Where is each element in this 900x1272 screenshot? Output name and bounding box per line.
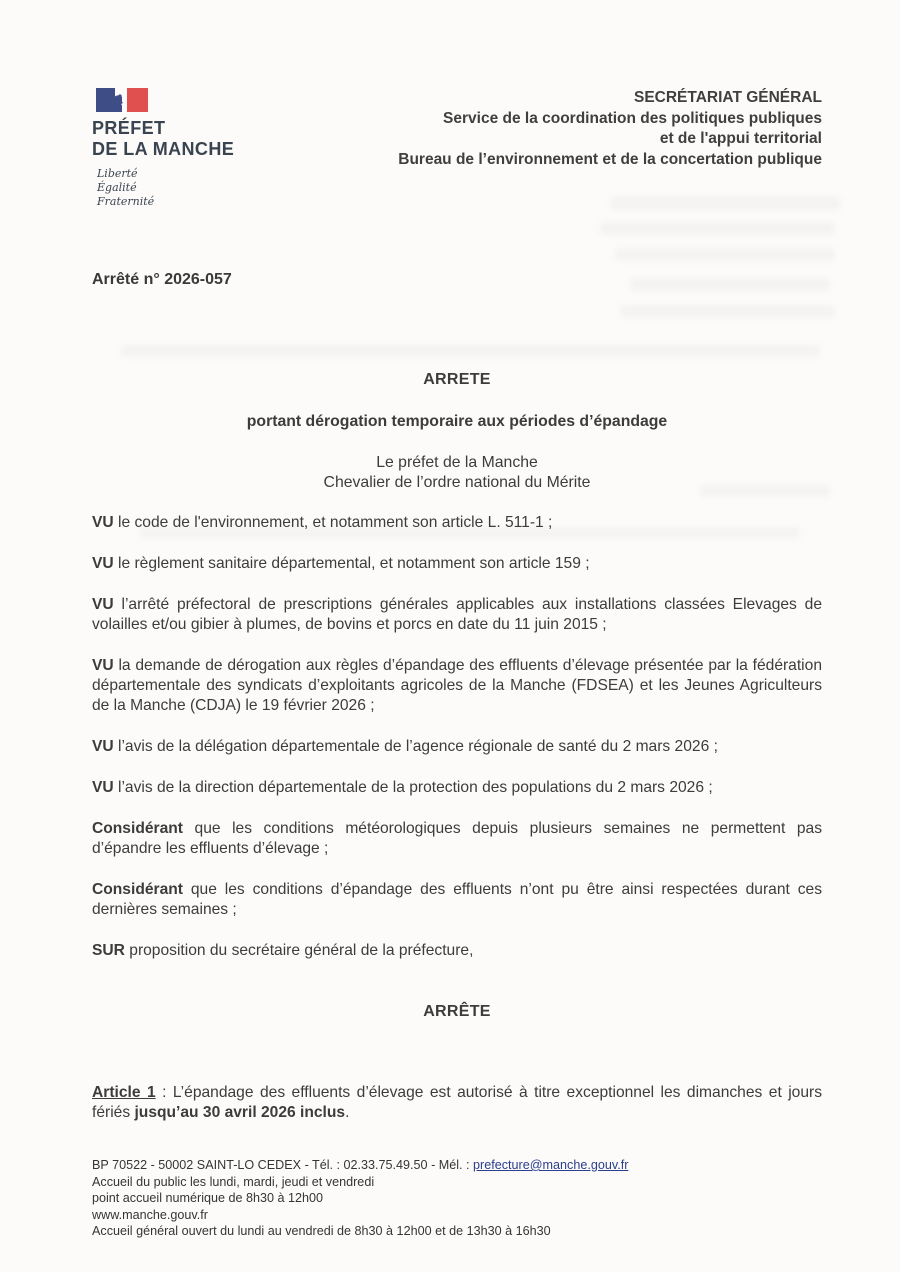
recital-lead: VU xyxy=(92,657,114,674)
issuing-service xyxy=(377,84,822,170)
recital-vu-2 xyxy=(92,554,822,574)
recital-lead: Considérant xyxy=(92,820,183,837)
article-1-text: L’épandage des effluents d’élevage est autorisé à titre exceptionnel les dimanches et jours fériés xyxy=(92,1084,823,1121)
prefecture-logo xyxy=(92,84,377,209)
french-flag-marianne-icon xyxy=(96,88,150,114)
recital-lead: Considérant xyxy=(92,881,183,898)
recital-lead: VU xyxy=(92,514,114,531)
service-line-4: Bureau de l’environnement et de la concertation publique xyxy=(398,150,822,168)
recital-text: la demande de dérogation aux règles d’épandage des effluents d’élevage présentée par la fédération départementale des syndicats d’exploitants agricoles de la Manche (FDSEA) et les Jeunes Agriculteurs de la Manche (CDJA) le 19 février 2026 ; xyxy=(92,657,822,714)
recital-vu-3 xyxy=(92,595,822,635)
article-1-separator: : xyxy=(155,1084,173,1101)
recital-vu-6 xyxy=(92,778,822,798)
footer-line-5: Accueil général ouvert du lundi au vendredi de 8h30 à 12h00 et de 13h30 à 16h30 xyxy=(92,1224,551,1239)
service-line-2: Service de la coordination des politiques publiques xyxy=(443,109,822,127)
footer-email-link[interactable]: prefecture@manche.gouv.fr xyxy=(473,1158,629,1172)
motto-fraternite: Fraternité xyxy=(97,195,155,208)
recitals xyxy=(92,513,822,961)
decree-title: ARRETE xyxy=(423,371,491,388)
footer-website: www.manche.gouv.fr xyxy=(92,1207,208,1222)
recital-considerant-2 xyxy=(92,880,822,920)
recital-text: que les conditions d’épandage des effluents n’ont pu être ainsi respectées durant ces dernières semaines ; xyxy=(92,881,822,918)
recital-lead: SUR xyxy=(92,942,125,959)
recital-vu-1 xyxy=(92,513,822,533)
logo-title-line1: PRÉFET xyxy=(92,118,166,138)
article-1-period: . xyxy=(345,1104,350,1121)
issuing-authority xyxy=(92,453,822,493)
recital-lead: VU xyxy=(92,738,114,755)
recital-text: l’avis de la délégation départementale de l’agence régionale de santé du 2 mars 2026 ; xyxy=(113,738,718,755)
footer-line-3: point accueil numérique de 8h30 à 12h00 xyxy=(92,1191,324,1206)
article-1 xyxy=(92,1083,822,1123)
service-line-1: SECRÉTARIAT GÉNÉRAL xyxy=(633,89,822,106)
recital-text: le règlement sanitaire départemental, et notamment son article 159 ; xyxy=(113,555,590,572)
recital-vu-4 xyxy=(92,656,822,716)
footer-address-line xyxy=(92,1157,830,1174)
logo-title-line2: DE LA MANCHE xyxy=(92,139,235,159)
page-content xyxy=(92,0,822,1139)
recital-vu-5 xyxy=(92,737,822,757)
recital-considerant-1 xyxy=(92,819,822,859)
letterhead xyxy=(92,84,822,209)
recital-lead: VU xyxy=(92,779,114,796)
page-footer xyxy=(92,1157,830,1240)
footer-line-2: Accueil du public les lundi, mardi, jeudi et vendredi xyxy=(92,1174,375,1189)
authority-line-2: Chevalier de l’ordre national du Mérite xyxy=(323,474,591,491)
decree-reference: Arrêté n° 2026-057 xyxy=(92,271,232,288)
recital-sur xyxy=(92,941,822,961)
recital-text: l’arrêté préfectoral de prescriptions générales applicables aux installations classées Elevages de volailles et/ou gibier à plumes, de bovins et porcs en date du 11 juin 2015 ; xyxy=(92,596,822,633)
decree-heading: ARRÊTE xyxy=(423,1003,491,1020)
recital-lead: VU xyxy=(92,555,114,572)
recital-text: que les conditions météorologiques depuis plusieurs semaines ne permettent pas d’épandre les effluents d’élevage ; xyxy=(92,820,822,857)
decree-subtitle: portant dérogation temporaire aux périodes d’épandage xyxy=(246,413,668,430)
recital-text: l’avis de la direction départementale de la protection des populations du 2 mars 2026 ; xyxy=(113,779,713,796)
recital-text: le code de l'environnement, et notamment son article L. 511-1 ; xyxy=(113,514,553,531)
motto-liberte: Liberté xyxy=(97,167,138,180)
authority-line-1: Le préfet de la Manche xyxy=(376,454,538,471)
motto xyxy=(97,167,377,209)
recital-text: proposition du secrétaire général de la préfecture, xyxy=(124,942,474,959)
article-1-deadline: jusqu’au 30 avril 2026 inclus xyxy=(134,1104,346,1121)
motto-egalite: Égalité xyxy=(97,181,137,194)
recital-lead: VU xyxy=(92,596,114,613)
footer-address-text: BP 70522 - 50002 SAINT-LO CEDEX - Tél. : 02.33.75.49.50 - Mél. : xyxy=(92,1158,474,1172)
service-line-3: et de l'appui territorial xyxy=(659,130,822,147)
article-1-label: Article 1 xyxy=(92,1084,156,1101)
